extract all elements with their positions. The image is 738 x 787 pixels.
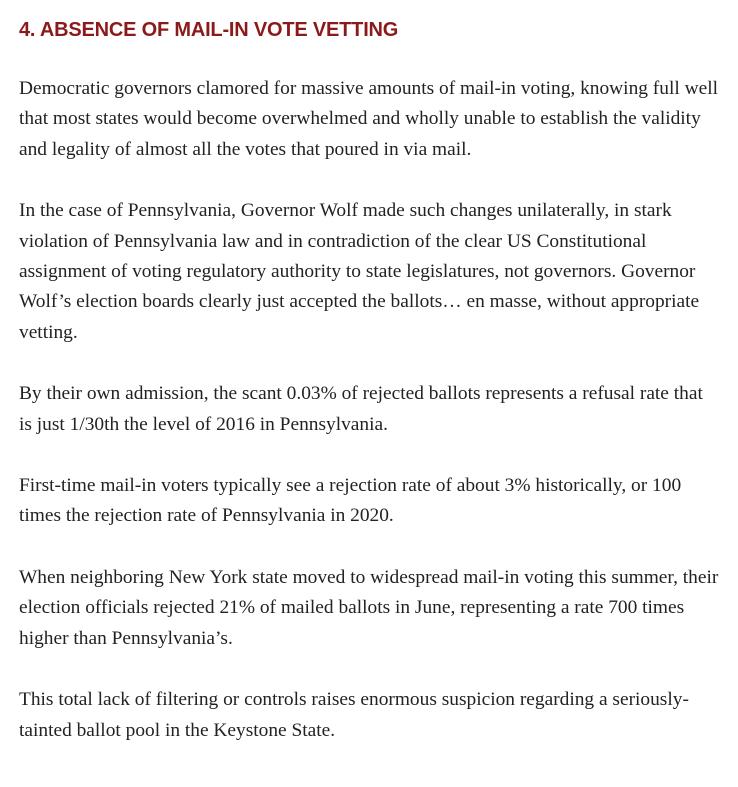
article-body <box>19 0 719 746</box>
paragraph-new-york: When neighboring New York state moved to widespread mail-in voting this summer, their election officials rejected 21% of mailed ballots in June, representing a rate 700 times higher than Pennsylvania’s. <box>19 566 719 649</box>
paragraph-mail-in-voting: Democratic governors clamored for massive amounts of mail-in voting, knowing full well that most states would become overwhelmed and wholly unable to establish the validity and legality of almost all the votes that poured in via mail. <box>19 78 718 160</box>
paragraph-rejected-ballots: By their own admission, the scant 0.03% of rejected ballots represents a refusal rate that is just 1/30th the level of 2016 in Pennsylvania. <box>19 383 703 435</box>
paragraph-conclusion: This total lack of filtering or controls raises enormous suspicion regarding a seriously-tainted ballot pool in the Keystone State. <box>19 689 689 741</box>
section-heading: 4. ABSENCE OF MAIL-IN VOTE VETTING <box>19 19 399 41</box>
paragraph-pennsylvania-governor: In the case of Pennsylvania, Governor Wolf made such changes unilaterally, in stark violation of Pennsylvania law and in contradiction of the clear US Constitutional assignment of voting regulatory authority to state legislatures, not governors. Governor Wolf’s election boards clearly just accepted the ballots… en masse, without appropriate vetting. <box>19 200 700 343</box>
paragraph-first-time-voters: First-time mail-in voters typically see a rejection rate of about 3% historically, or 100 times the rejection rate of Pennsylvania in 2020. <box>19 475 682 527</box>
